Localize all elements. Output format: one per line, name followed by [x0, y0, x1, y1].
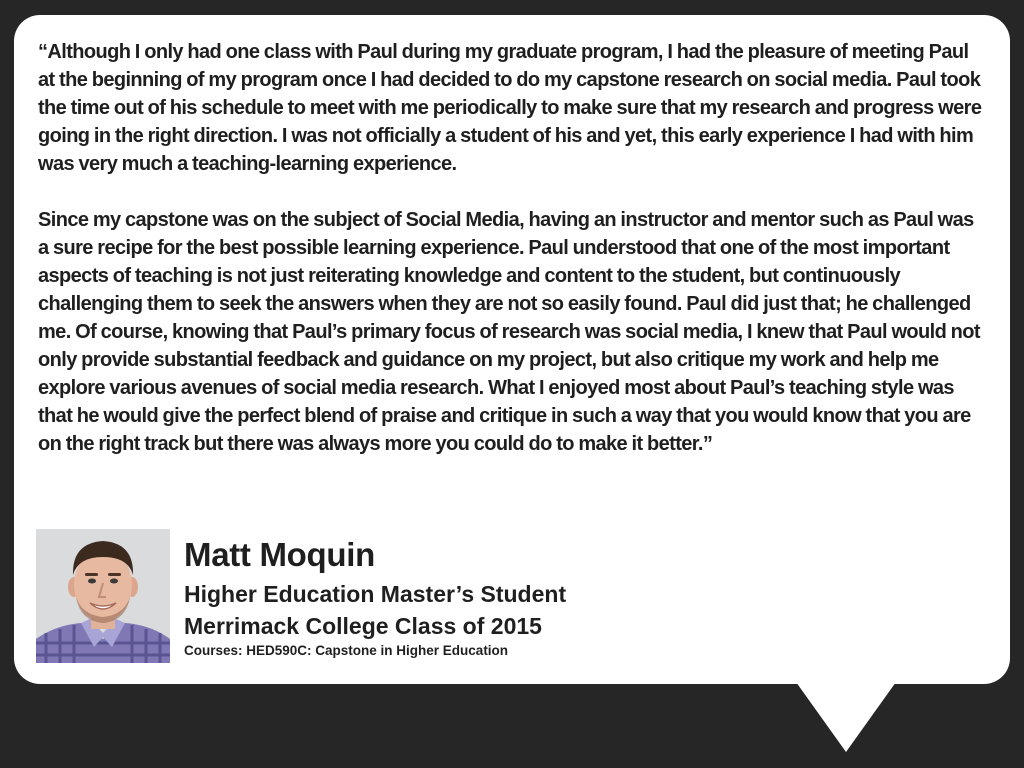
author-photo	[36, 529, 170, 663]
author-school: Merrimack College Class of 2015	[184, 613, 542, 639]
speech-bubble-tail	[796, 682, 896, 752]
testimonial-quote	[38, 38, 983, 458]
author-role: Higher Education Master’s Student	[184, 581, 567, 607]
quote-paragraph-2: Since my capstone was on the subject of Social Media, having an instructor and mentor such as Paul was a sure recipe for the best possible learning experience. Paul understood that one of the most important aspects of teaching is not just reiterating knowledge and content to the student, but continuously challenging them to seek the answers when they are not so easily found. Paul did just that; he challenged me. Of course, knowing that Paul’s primary focus of research was social media, I knew that Paul would not only provide substantial feedback and guidance on my project, but also critique my work and help me explore various avenues of social media research. What I enjoyed most about Paul’s teaching style was that he would give the perfect blend of praise and critique in such a way that you would know that you are on the right track but there was always more you could do to make it better.”	[38, 209, 980, 455]
author-name: Matt Moquin	[184, 536, 375, 573]
author-courses: Courses: HED590C: Capstone in Higher Education	[184, 643, 509, 658]
quote-paragraph-1: “Although I only had one class with Paul during my graduate program, I had the pleasure of meeting Paul at the beginning of my program once I had decided to do my capstone research on social media. Paul took the time out of his schedule to meet with me periodically to make sure that my research and progress were going in the right direction. I was not officially a student of his and yet, this early experience I had with him was very much a teaching-learning experience.	[38, 41, 982, 175]
